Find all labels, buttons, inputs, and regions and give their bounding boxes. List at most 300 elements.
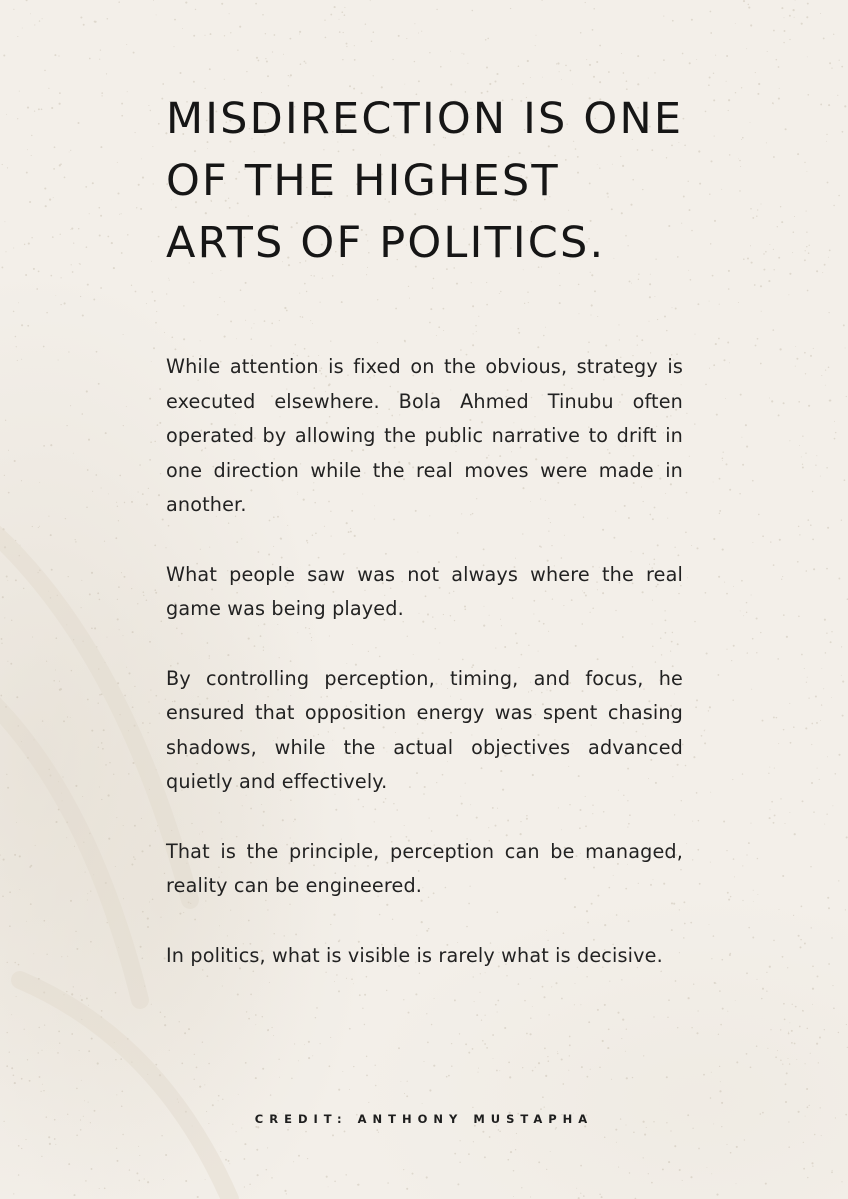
sand-grain [723,820,725,822]
sand-grain [98,703,99,704]
sand-grain [255,1024,256,1025]
sand-grain [142,177,144,179]
sand-grain [692,859,693,860]
sand-grain [257,60,259,62]
sand-grain [838,195,840,197]
sand-grain [271,1177,272,1178]
sand-grain [757,338,759,340]
sand-grain [414,61,415,62]
sand-grain [38,1027,39,1028]
sand-grain [225,1159,227,1161]
sand-grain [726,1144,727,1145]
sand-grain [104,541,105,542]
sand-grain [354,59,356,61]
sand-grain [151,261,152,262]
sand-grain [565,65,567,67]
sand-grain [708,710,709,711]
sand-grain [746,602,748,604]
sand-grain [105,432,107,434]
sand-grain [799,1026,801,1028]
sand-grain [404,84,405,85]
sand-grain [819,1037,821,1039]
sand-grain [160,473,161,474]
sand-grain [237,50,238,51]
sand-grain [581,1066,583,1068]
sand-grain [686,413,687,414]
sand-grain [815,695,817,697]
sand-grain [755,345,757,347]
sand-grain [580,32,582,34]
sand-grain [808,697,809,698]
sand-grain [795,366,796,367]
sand-grain [267,75,269,77]
sand-grain [54,54,56,56]
sand-grain [266,1169,268,1171]
sand-grain [60,234,61,235]
sand-grain [632,1077,633,1078]
sand-grain [685,765,687,767]
sand-grain [128,773,130,775]
sand-grain [418,80,420,82]
sand-grain [769,244,770,245]
sand-grain [689,62,691,64]
sand-grain [86,246,88,248]
sand-grain [368,1102,369,1103]
sand-grain [513,1196,514,1197]
sand-grain [146,503,148,505]
sand-grain [592,29,594,31]
sand-grain [118,520,119,521]
sand-grain [662,1168,664,1170]
sand-grain [119,214,120,215]
sand-grain [800,939,802,941]
sand-grain [85,872,86,873]
sand-grain [788,1032,789,1033]
sand-grain [841,675,842,676]
sand-grain [763,269,765,271]
sand-grain [135,291,137,293]
sand-grain [75,931,76,932]
sand-grain [255,1014,257,1016]
sand-grain [329,1065,331,1067]
sand-grain [684,923,686,925]
sand-grain [4,475,5,476]
sand-grain [366,1056,367,1057]
sand-grain [121,115,123,117]
sand-grain [156,769,157,770]
sand-grain [773,822,775,824]
sand-grain [108,493,109,494]
sand-grain [752,480,754,482]
sand-grain [686,843,687,844]
sand-grain [782,1063,783,1064]
sand-grain [325,37,327,39]
sand-grain [743,615,744,616]
sand-grain [373,31,375,33]
sand-grain [68,1163,70,1165]
sand-grain [677,1027,678,1028]
sand-grain [346,46,347,47]
sand-grain [803,1168,805,1170]
sand-grain [341,11,343,13]
sand-grain [842,715,844,717]
sand-grain [299,31,301,33]
sand-grain [67,956,68,957]
sand-grain [666,1076,668,1078]
sand-grain [691,230,693,232]
sand-grain [403,1169,404,1170]
sand-grain [138,184,140,186]
sand-grain [695,706,697,708]
sand-grain [794,17,795,18]
sand-grain [13,1074,15,1076]
sand-grain [34,24,35,25]
sand-grain [43,445,45,447]
sand-grain [156,14,157,15]
sand-grain [801,456,802,457]
sand-grain [155,830,156,831]
sand-grain [821,704,822,705]
sand-grain [689,209,691,211]
sand-grain [721,1126,722,1127]
sand-grain [157,825,158,826]
sand-grain [121,213,122,214]
sand-grain [119,629,120,630]
sand-grain [714,136,715,137]
sand-grain [16,696,18,698]
sand-grain [709,706,711,708]
sand-grain [788,1033,790,1035]
sand-grain [54,1138,56,1140]
sand-grain [270,1094,271,1095]
sand-grain [709,301,710,302]
sand-grain [801,23,803,25]
sand-grain [66,821,68,823]
sand-grain [160,917,161,918]
sand-grain [794,1043,796,1045]
sand-grain [58,55,59,56]
sand-grain [748,842,750,844]
sand-grain [774,768,775,769]
sand-grain [9,925,11,927]
sand-grain [427,1042,429,1044]
sand-grain [345,1174,346,1175]
sand-grain [39,1076,41,1078]
sand-grain [819,779,820,780]
sand-grain [820,720,821,721]
sand-grain [465,1043,467,1045]
sand-grain [2,528,4,530]
sand-grain [621,1038,622,1039]
sand-grain [131,588,132,589]
sand-grain [698,1148,700,1150]
sand-grain [354,45,355,46]
sand-grain [244,1143,246,1145]
sand-grain [274,34,276,36]
sand-grain [616,1142,617,1143]
sand-grain [308,1041,310,1043]
sand-grain [83,842,84,843]
sand-grain [799,445,800,446]
sand-grain [776,59,778,61]
sand-grain [194,1079,195,1080]
sand-grain [101,1016,103,1018]
sand-grain [67,716,68,717]
sand-grain [729,954,731,956]
sand-grain [546,1169,547,1170]
sand-grain [643,1157,644,1158]
sand-grain [684,145,686,147]
sand-grain [629,1172,630,1173]
sand-grain [834,438,836,440]
sand-grain [174,19,176,21]
sand-grain [178,1102,179,1103]
sand-grain [142,911,144,913]
sand-grain [55,1144,56,1145]
sand-grain [148,732,149,733]
sand-grain [696,547,698,549]
sand-grain [811,744,812,745]
sand-grain [121,252,123,254]
sand-grain [154,441,156,443]
sand-grain [748,7,750,9]
sand-grain [682,53,684,55]
sand-grain [828,312,829,313]
sand-grain [326,1176,328,1178]
sand-grain [802,800,804,802]
sand-grain [228,1160,230,1162]
sand-grain [15,579,17,581]
sand-grain [39,482,40,483]
sand-grain [599,81,601,83]
sand-grain [742,865,743,866]
sand-grain [766,991,767,992]
sand-grain [699,183,701,185]
sand-grain [6,1032,7,1033]
sand-grain [193,81,195,83]
sand-grain [797,561,799,563]
sand-grain [19,855,21,857]
sand-grain [123,635,124,636]
sand-grain [119,714,120,715]
sand-grain [195,9,196,10]
sand-grain [66,425,67,426]
sand-grain [284,1190,286,1192]
sand-grain [19,91,20,92]
sand-grain [257,1126,259,1128]
sand-grain [68,576,69,577]
sand-grain [55,821,57,823]
sand-grain [158,236,160,238]
sand-grain [802,464,803,465]
sand-grain [418,33,419,34]
sand-grain [757,93,759,95]
sand-grain [795,0,796,1]
sand-grain [522,83,524,85]
sand-grain [22,28,23,29]
sand-grain [42,720,43,721]
sand-grain [782,875,784,877]
sand-grain [841,646,842,647]
sand-grain [777,226,778,227]
sand-grain [821,375,822,376]
sand-grain [845,348,846,349]
sand-grain [599,1067,600,1068]
sand-grain [713,364,715,366]
sand-grain [26,172,28,174]
sand-grain [721,959,723,961]
sand-grain [103,729,105,731]
sand-grain [107,922,108,923]
sand-grain [806,246,807,247]
sand-grain [716,414,718,416]
sand-grain [33,953,34,954]
sand-grain [50,597,51,598]
sand-grain [690,922,692,924]
sand-grain [750,122,751,123]
sand-grain [774,269,775,270]
sand-grain [91,1168,93,1170]
sand-grain [557,1051,558,1052]
sand-grain [651,1182,653,1184]
sand-grain [767,51,768,52]
sand-grain [802,1010,803,1011]
sand-grain [91,572,93,574]
sand-grain [52,236,54,238]
sand-grain [44,920,46,922]
sand-grain [683,937,685,939]
sand-grain [2,896,4,898]
sand-grain [798,526,800,528]
sand-grain [71,670,72,671]
sand-grain [804,943,806,945]
sand-grain [561,1058,563,1060]
sand-grain [117,192,119,194]
sand-grain [14,962,16,964]
sand-grain [779,909,780,910]
sand-grain [202,1042,203,1043]
sand-grain [833,205,834,206]
sand-grain [618,1167,619,1168]
sand-grain [762,720,764,722]
sand-grain [81,607,82,608]
sand-grain [816,270,818,272]
sand-grain [718,338,720,340]
sand-grain [713,482,714,483]
sand-grain [76,1088,78,1090]
title-line: OF THE HIGHEST [166,156,560,206]
sand-grain [746,612,747,613]
sand-grain [98,207,100,209]
sand-grain [114,1042,115,1043]
sand-grain [120,1058,122,1060]
sand-grain [50,275,52,277]
sand-grain [568,1070,569,1071]
sand-grain [723,452,724,453]
sand-grain [149,901,150,902]
sand-grain [26,921,27,922]
sand-grain [61,277,62,278]
sand-grain [267,1147,268,1148]
sand-grain [496,73,498,75]
sand-grain [8,450,9,451]
sand-grain [781,221,783,223]
sand-grain [123,334,124,335]
sand-grain [157,424,159,426]
sand-grain [88,1005,89,1006]
sand-grain [68,351,69,352]
sand-grain [131,501,133,503]
sand-grain [370,0,371,1]
sand-grain [538,1062,540,1064]
sand-grain [79,264,80,265]
sand-grain [526,1033,528,1035]
sand-grain [142,493,144,495]
sand-grain [148,701,149,702]
sand-grain [780,206,781,207]
sand-grain [785,1083,787,1085]
sand-grain [73,639,74,640]
sand-grain [17,360,18,361]
sand-grain [783,402,785,404]
sand-grain [493,1058,494,1059]
sand-grain [827,756,828,757]
sand-grain [601,1196,603,1198]
sand-grain [485,39,487,41]
sand-grain [272,51,273,52]
sand-grain [339,31,341,33]
sand-grain [131,1061,132,1062]
sand-grain [124,576,126,578]
sand-grain [722,1008,724,1010]
sand-grain [507,1159,509,1161]
sand-grain [770,541,771,542]
sand-grain [643,1055,644,1056]
sand-grain [824,619,826,621]
sand-grain [136,1172,138,1174]
sand-grain [450,84,452,86]
sand-grain [7,661,8,662]
sand-grain [712,275,714,277]
sand-grain [776,717,778,719]
sand-grain [209,68,211,70]
sand-grain [679,1169,681,1171]
sand-grain [726,81,727,82]
sand-grain [433,1065,435,1067]
title-line: ARTS OF POLITICS. [166,218,606,268]
sand-grain [440,66,442,68]
sand-grain [726,463,728,465]
sand-grain [569,1055,570,1056]
sand-grain [99,234,101,236]
paragraph: While attention is fixed on the obvious, strategy is executed elsewhere. Bola Ahmed Tinubu often operated by allowing the public narrative to drift in one direction while the real moves were made in another. [166,355,683,516]
sand-grain [805,250,806,251]
sand-grain [194,1054,195,1055]
sand-grain [378,1132,379,1133]
sand-grain [220,1151,221,1152]
sand-grain [349,85,351,87]
sand-grain [141,818,142,819]
sand-grain [778,98,780,100]
sand-grain [724,582,725,583]
sand-grain [633,1132,635,1134]
sand-grain [46,954,47,955]
sand-grain [26,0,28,1]
sand-grain [740,394,742,396]
sand-grain [789,703,790,704]
sand-grain [107,236,109,238]
sand-grain [648,1173,649,1174]
